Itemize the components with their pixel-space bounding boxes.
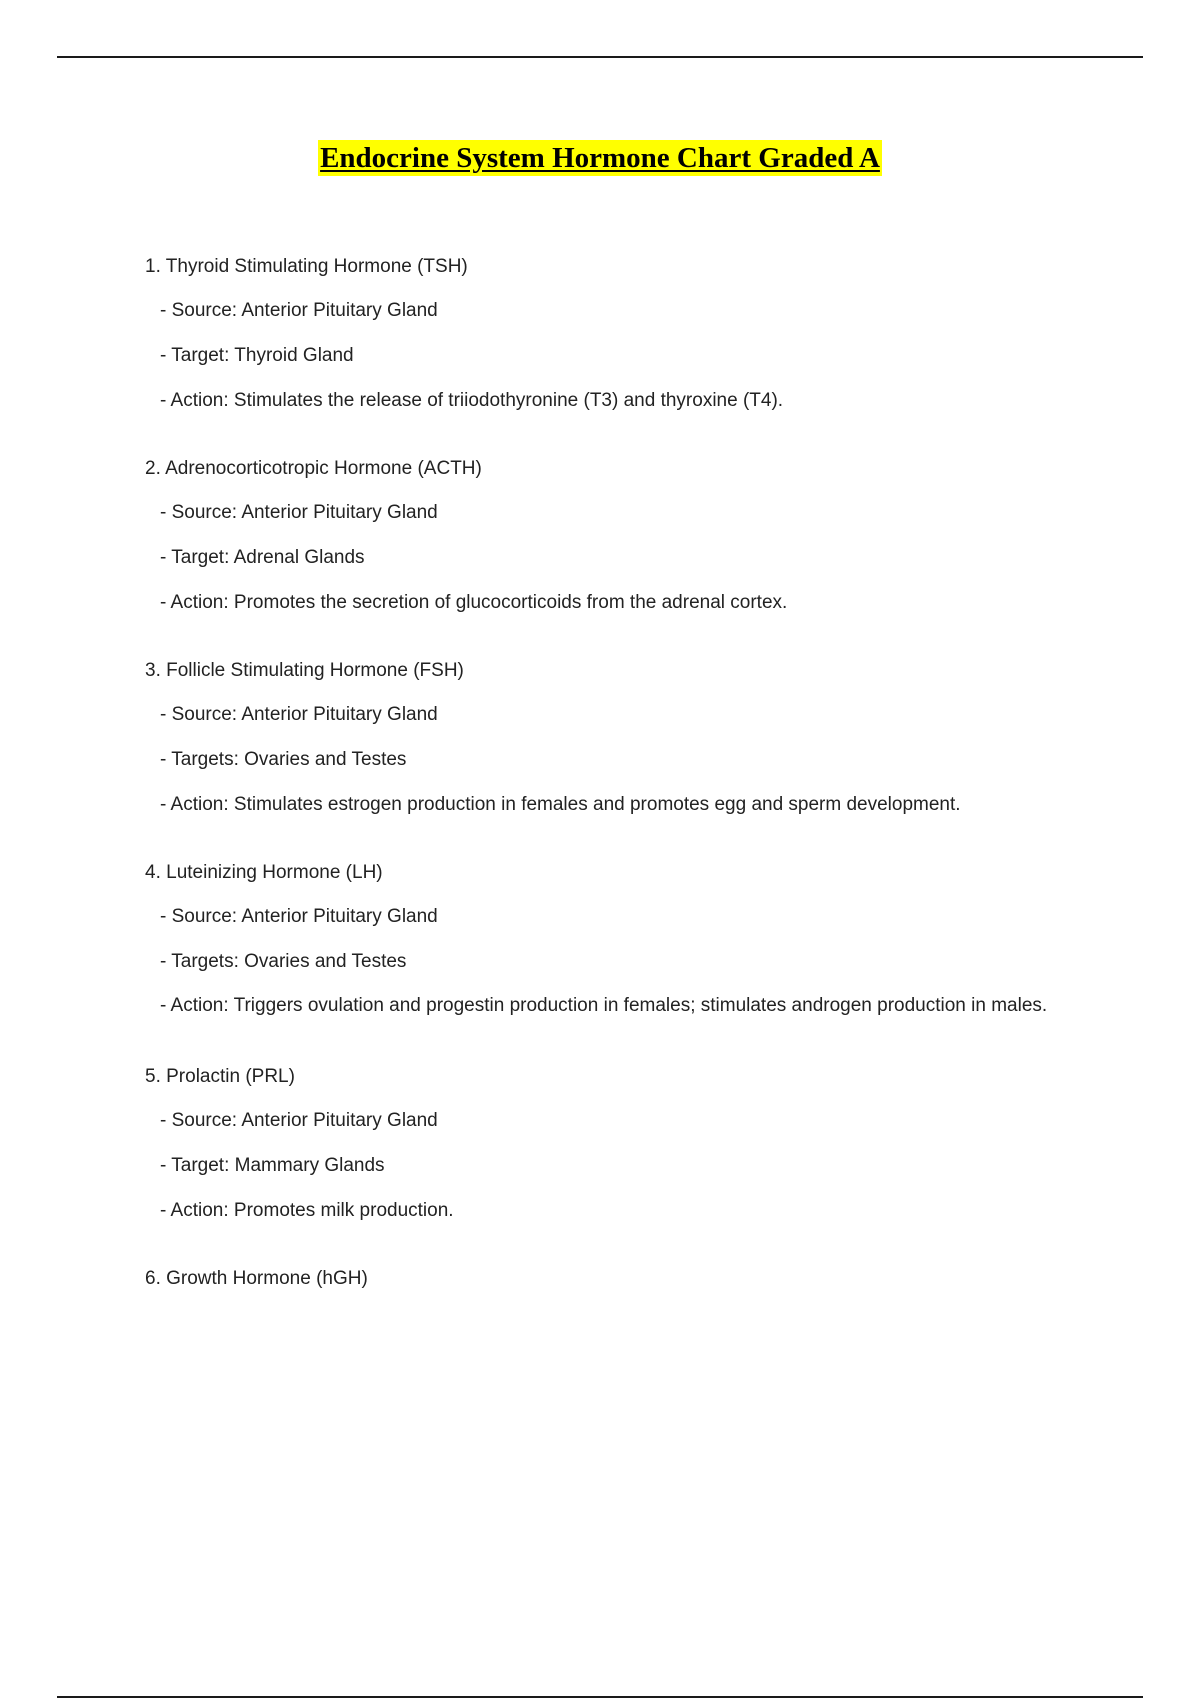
hormone-target: - Target: Adrenal Glands [160,547,365,568]
hormone-heading: 5. Prolactin (PRL) [145,1066,295,1087]
hormone-heading: 2. Adrenocorticotropic Hormone (ACTH) [145,458,482,479]
hormone-action: - Action: Stimulates estrogen production in females and promotes egg and sperm development. [160,794,961,815]
hormone-action: - Action: Promotes milk production. [160,1200,454,1221]
hormone-heading: 3. Follicle Stimulating Hormone (FSH) [145,660,464,681]
hormone-source: - Source: Anterior Pituitary Gland [160,300,438,321]
hormone-action: - Action: Promotes the secretion of glucocorticoids from the adrenal cortex. [160,592,788,613]
hormone-target: - Targets: Ovaries and Testes [160,749,407,770]
hormone-action: - Action: Triggers ovulation and progestin production in females; stimulates androgen production in males. [160,995,1048,1016]
hormone-heading: 4. Luteinizing Hormone (LH) [145,862,383,883]
hormone-entry-lh [145,861,1065,1020]
hormone-entry-hgh [145,1267,1065,1290]
hormone-target: - Target: Thyroid Gland [160,345,354,366]
hormone-entry-prl [145,1065,1065,1222]
title-container [0,140,1200,176]
document-title: Endocrine System Hormone Chart Graded A [320,142,880,174]
hormone-source: - Source: Anterior Pituitary Gland [160,1110,438,1131]
hormone-action: - Action: Stimulates the release of triiodothyronine (T3) and thyroxine (T4). [160,390,784,411]
hormone-source: - Source: Anterior Pituitary Gland [160,906,438,927]
hormone-source: - Source: Anterior Pituitary Gland [160,502,438,523]
hormone-heading: 6. Growth Hormone (hGH) [145,1268,368,1289]
bottom-rule [57,1696,1143,1698]
hormone-target: - Targets: Ovaries and Testes [160,951,407,972]
hormone-target: - Target: Mammary Glands [160,1155,385,1176]
hormone-source: - Source: Anterior Pituitary Gland [160,704,438,725]
hormone-list [145,255,1065,1335]
top-rule [57,56,1143,58]
hormone-entry-acth [145,457,1065,614]
hormone-heading: 1. Thyroid Stimulating Hormone (TSH) [145,256,468,277]
hormone-entry-tsh [145,255,1065,412]
hormone-entry-fsh [145,659,1065,816]
